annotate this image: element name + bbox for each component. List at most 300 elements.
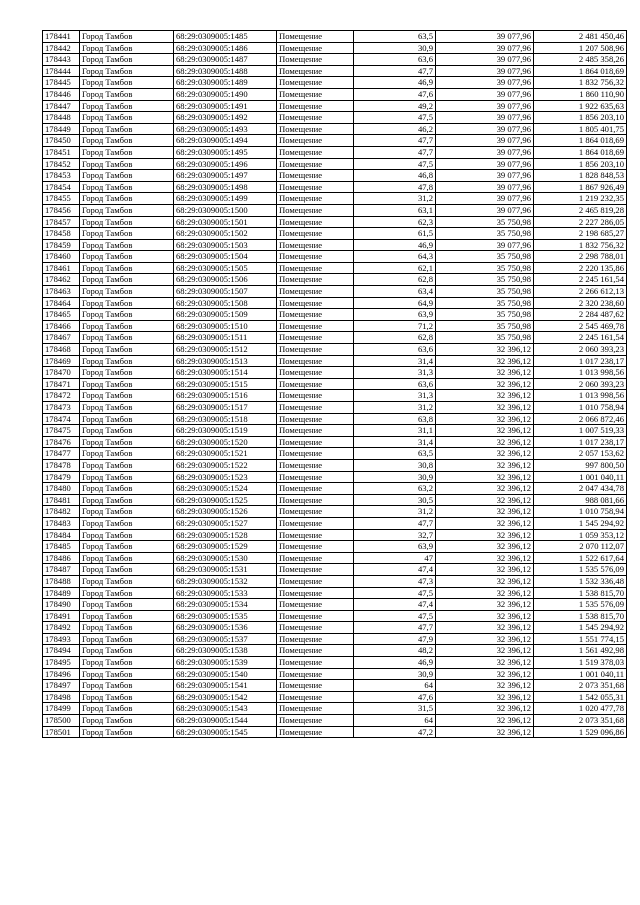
cell-cadastral-number: 68:29:0309005:1517: [174, 402, 277, 414]
cell-row-number: 178476: [43, 436, 80, 448]
cell-unit-value: 32 396,12: [436, 459, 534, 471]
cell-row-number: 178500: [43, 715, 80, 727]
cell-cadastral-number: 68:29:0309005:1520: [174, 436, 277, 448]
cell-object-type: Помещение: [277, 344, 354, 356]
cell-settlement-name: Город Тамбов: [80, 564, 174, 576]
cell-cadastral-value: 1 856 203,10: [534, 158, 627, 170]
cell-object-type: Помещение: [277, 135, 354, 147]
cell-area: 31,2: [354, 402, 436, 414]
cell-row-number: 178493: [43, 633, 80, 645]
cell-cadastral-value: 2 298 788,01: [534, 251, 627, 263]
cell-cadastral-value: 1 538 815,70: [534, 587, 627, 599]
cell-settlement-name: Город Тамбов: [80, 193, 174, 205]
cell-unit-value: 39 077,96: [436, 42, 534, 54]
cell-row-number: 178456: [43, 204, 80, 216]
cell-object-type: Помещение: [277, 529, 354, 541]
cell-cadastral-value: 2 266 612,13: [534, 286, 627, 298]
cell-cadastral-number: 68:29:0309005:1521: [174, 448, 277, 460]
cell-cadastral-value: 988 081,66: [534, 494, 627, 506]
cell-unit-value: 32 396,12: [436, 471, 534, 483]
cell-row-number: 178479: [43, 471, 80, 483]
cell-unit-value: 32 396,12: [436, 633, 534, 645]
cell-cadastral-value: 2 220 135,86: [534, 262, 627, 274]
cell-row-number: 178501: [43, 726, 80, 738]
cell-settlement-name: Город Тамбов: [80, 158, 174, 170]
cell-area: 30,8: [354, 459, 436, 471]
cell-cadastral-value: 1 059 353,12: [534, 529, 627, 541]
cell-settlement-name: Город Тамбов: [80, 448, 174, 460]
cell-unit-value: 39 077,96: [436, 146, 534, 158]
cell-unit-value: 35 750,98: [436, 251, 534, 263]
cell-unit-value: 32 396,12: [436, 413, 534, 425]
table-row: [43, 541, 627, 553]
cell-cadastral-number: 68:29:0309005:1490: [174, 88, 277, 100]
cell-unit-value: 32 396,12: [436, 622, 534, 634]
cell-unit-value: 32 396,12: [436, 703, 534, 715]
cell-object-type: Помещение: [277, 726, 354, 738]
cell-row-number: 178449: [43, 123, 80, 135]
cell-cadastral-number: 68:29:0309005:1497: [174, 170, 277, 182]
cell-unit-value: 32 396,12: [436, 680, 534, 692]
cell-area: 31,3: [354, 367, 436, 379]
cell-area: 46,8: [354, 170, 436, 182]
cell-unit-value: 32 396,12: [436, 668, 534, 680]
cell-cadastral-number: 68:29:0309005:1486: [174, 42, 277, 54]
cell-object-type: Помещение: [277, 633, 354, 645]
cell-area: 47,3: [354, 575, 436, 587]
cell-area: 63,2: [354, 483, 436, 495]
cell-cadastral-number: 68:29:0309005:1495: [174, 146, 277, 158]
cell-row-number: 178467: [43, 332, 80, 344]
cell-settlement-name: Город Тамбов: [80, 309, 174, 321]
cell-unit-value: 39 077,96: [436, 88, 534, 100]
cell-cadastral-value: 1 832 756,32: [534, 77, 627, 89]
cell-row-number: 178470: [43, 367, 80, 379]
cell-area: 63,9: [354, 309, 436, 321]
table-row: [43, 390, 627, 402]
table-row: [43, 332, 627, 344]
table-row: [43, 715, 627, 727]
cell-cadastral-number: 68:29:0309005:1516: [174, 390, 277, 402]
cell-unit-value: 32 396,12: [436, 691, 534, 703]
cell-settlement-name: Город Тамбов: [80, 703, 174, 715]
cell-unit-value: 32 396,12: [436, 564, 534, 576]
cell-cadastral-value: 2 465 819,28: [534, 204, 627, 216]
cell-cadastral-value: 2 057 153,62: [534, 448, 627, 460]
table-row: [43, 657, 627, 669]
cell-object-type: Помещение: [277, 77, 354, 89]
cell-object-type: Помещение: [277, 309, 354, 321]
table-row: [43, 459, 627, 471]
cell-object-type: Помещение: [277, 112, 354, 124]
cell-row-number: 178447: [43, 100, 80, 112]
cell-area: 46,9: [354, 239, 436, 251]
cell-cadastral-value: 1 542 055,31: [534, 691, 627, 703]
cell-area: 47,5: [354, 112, 436, 124]
cell-object-type: Помещение: [277, 123, 354, 135]
cell-unit-value: 39 077,96: [436, 204, 534, 216]
cell-cadastral-number: 68:29:0309005:1543: [174, 703, 277, 715]
cell-area: 31,4: [354, 355, 436, 367]
cell-unit-value: 35 750,98: [436, 262, 534, 274]
table-row: [43, 564, 627, 576]
cell-area: 63,6: [354, 54, 436, 66]
cell-cadastral-value: 1 017 238,17: [534, 436, 627, 448]
table-row: [43, 355, 627, 367]
cell-row-number: 178454: [43, 181, 80, 193]
table-row: [43, 506, 627, 518]
cell-cadastral-number: 68:29:0309005:1522: [174, 459, 277, 471]
cadastral-value-table: [42, 30, 627, 738]
table-row: [43, 65, 627, 77]
cell-row-number: 178450: [43, 135, 80, 147]
cell-cadastral-value: 2 070 112,07: [534, 541, 627, 553]
table-row: [43, 471, 627, 483]
cell-unit-value: 32 396,12: [436, 355, 534, 367]
cell-cadastral-value: 1 561 492,98: [534, 645, 627, 657]
cell-cadastral-number: 68:29:0309005:1532: [174, 575, 277, 587]
cell-row-number: 178485: [43, 541, 80, 553]
cell-settlement-name: Город Тамбов: [80, 715, 174, 727]
cell-area: 47,9: [354, 633, 436, 645]
cell-cadastral-value: 1 532 336,48: [534, 575, 627, 587]
cell-cadastral-value: 1 001 040,11: [534, 668, 627, 680]
cell-object-type: Помещение: [277, 703, 354, 715]
cell-unit-value: 32 396,12: [436, 378, 534, 390]
table-row: [43, 262, 627, 274]
cell-unit-value: 35 750,98: [436, 228, 534, 240]
cell-row-number: 178444: [43, 65, 80, 77]
cell-object-type: Помещение: [277, 575, 354, 587]
cell-area: 49,2: [354, 100, 436, 112]
cell-object-type: Помещение: [277, 262, 354, 274]
cell-object-type: Помещение: [277, 286, 354, 298]
cell-object-type: Помещение: [277, 54, 354, 66]
cell-unit-value: 35 750,98: [436, 332, 534, 344]
cell-object-type: Помещение: [277, 332, 354, 344]
cell-unit-value: 32 396,12: [436, 645, 534, 657]
cell-settlement-name: Город Тамбов: [80, 77, 174, 89]
table-row: [43, 228, 627, 240]
cell-row-number: 178443: [43, 54, 80, 66]
cell-cadastral-number: 68:29:0309005:1505: [174, 262, 277, 274]
cell-area: 63,1: [354, 204, 436, 216]
cell-object-type: Помещение: [277, 146, 354, 158]
table-row: [43, 146, 627, 158]
cell-cadastral-value: 1 522 617,64: [534, 552, 627, 564]
cell-settlement-name: Город Тамбов: [80, 668, 174, 680]
cell-settlement-name: Город Тамбов: [80, 599, 174, 611]
cell-cadastral-number: 68:29:0309005:1539: [174, 657, 277, 669]
cell-cadastral-number: 68:29:0309005:1530: [174, 552, 277, 564]
cell-cadastral-value: 1 860 110,90: [534, 88, 627, 100]
cell-settlement-name: Город Тамбов: [80, 726, 174, 738]
cell-area: 63,5: [354, 31, 436, 43]
cell-object-type: Помещение: [277, 204, 354, 216]
cell-settlement-name: Город Тамбов: [80, 146, 174, 158]
cell-cadastral-number: 68:29:0309005:1538: [174, 645, 277, 657]
cell-object-type: Помещение: [277, 402, 354, 414]
cell-cadastral-number: 68:29:0309005:1502: [174, 228, 277, 240]
cell-settlement-name: Город Тамбов: [80, 88, 174, 100]
cell-settlement-name: Город Тамбов: [80, 31, 174, 43]
cell-area: 46,2: [354, 123, 436, 135]
table-row: [43, 297, 627, 309]
table-row: [43, 680, 627, 692]
cell-object-type: Помещение: [277, 541, 354, 553]
cell-area: 47,6: [354, 691, 436, 703]
cell-object-type: Помещение: [277, 31, 354, 43]
cell-area: 31,4: [354, 436, 436, 448]
cell-unit-value: 35 750,98: [436, 297, 534, 309]
cell-settlement-name: Город Тамбов: [80, 355, 174, 367]
cell-unit-value: 32 396,12: [436, 552, 534, 564]
cell-cadastral-value: 1 832 756,32: [534, 239, 627, 251]
cell-settlement-name: Город Тамбов: [80, 529, 174, 541]
cell-cadastral-number: 68:29:0309005:1494: [174, 135, 277, 147]
cell-cadastral-number: 68:29:0309005:1514: [174, 367, 277, 379]
cell-cadastral-number: 68:29:0309005:1523: [174, 471, 277, 483]
cell-unit-value: 32 396,12: [436, 494, 534, 506]
table-row: [43, 633, 627, 645]
cell-row-number: 178491: [43, 610, 80, 622]
cell-cadastral-value: 1 551 774,15: [534, 633, 627, 645]
cell-area: 32,7: [354, 529, 436, 541]
cell-cadastral-number: 68:29:0309005:1512: [174, 344, 277, 356]
cell-unit-value: 39 077,96: [436, 100, 534, 112]
cell-row-number: 178445: [43, 77, 80, 89]
cell-settlement-name: Город Тамбов: [80, 320, 174, 332]
cell-cadastral-number: 68:29:0309005:1506: [174, 274, 277, 286]
cell-row-number: 178484: [43, 529, 80, 541]
table-row: [43, 135, 627, 147]
cell-cadastral-number: 68:29:0309005:1531: [174, 564, 277, 576]
cell-row-number: 178461: [43, 262, 80, 274]
cell-object-type: Помещение: [277, 610, 354, 622]
cell-object-type: Помещение: [277, 251, 354, 263]
table-row: [43, 309, 627, 321]
cell-row-number: 178441: [43, 31, 80, 43]
cell-cadastral-value: 1 219 232,35: [534, 193, 627, 205]
cell-area: 47,7: [354, 622, 436, 634]
cell-object-type: Помещение: [277, 193, 354, 205]
cell-settlement-name: Город Тамбов: [80, 100, 174, 112]
cell-unit-value: 35 750,98: [436, 309, 534, 321]
table-body: [43, 31, 627, 738]
cell-area: 64: [354, 715, 436, 727]
table-row: [43, 645, 627, 657]
table-row: [43, 703, 627, 715]
cell-row-number: 178490: [43, 599, 80, 611]
cell-cadastral-value: 1 010 758,94: [534, 402, 627, 414]
cell-cadastral-number: 68:29:0309005:1511: [174, 332, 277, 344]
cell-row-number: 178468: [43, 344, 80, 356]
cell-settlement-name: Город Тамбов: [80, 170, 174, 182]
cell-row-number: 178475: [43, 425, 80, 437]
cell-object-type: Помещение: [277, 715, 354, 727]
cell-cadastral-number: 68:29:0309005:1535: [174, 610, 277, 622]
cell-object-type: Помещение: [277, 170, 354, 182]
cell-object-type: Помещение: [277, 459, 354, 471]
cell-area: 30,9: [354, 471, 436, 483]
cell-row-number: 178448: [43, 112, 80, 124]
table-row: [43, 552, 627, 564]
table-row: [43, 378, 627, 390]
cell-area: 63,6: [354, 344, 436, 356]
cell-cadastral-value: 2 060 393,23: [534, 344, 627, 356]
cell-row-number: 178464: [43, 297, 80, 309]
cell-cadastral-value: 1 001 040,11: [534, 471, 627, 483]
cell-cadastral-number: 68:29:0309005:1534: [174, 599, 277, 611]
cell-settlement-name: Город Тамбов: [80, 228, 174, 240]
cell-area: 63,4: [354, 286, 436, 298]
cell-area: 30,9: [354, 42, 436, 54]
table-row: [43, 367, 627, 379]
cell-unit-value: 39 077,96: [436, 54, 534, 66]
cell-cadastral-number: 68:29:0309005:1510: [174, 320, 277, 332]
table-row: [43, 436, 627, 448]
cell-cadastral-value: 2 245 161,54: [534, 332, 627, 344]
cell-cadastral-number: 68:29:0309005:1500: [174, 204, 277, 216]
cell-unit-value: 32 396,12: [436, 715, 534, 727]
cell-area: 47,5: [354, 610, 436, 622]
cell-area: 46,9: [354, 657, 436, 669]
cell-cadastral-value: 1 864 018,69: [534, 135, 627, 147]
cell-object-type: Помещение: [277, 425, 354, 437]
cell-row-number: 178451: [43, 146, 80, 158]
cell-area: 47,4: [354, 599, 436, 611]
cell-row-number: 178458: [43, 228, 80, 240]
cell-settlement-name: Город Тамбов: [80, 297, 174, 309]
cell-unit-value: 32 396,12: [436, 726, 534, 738]
cell-cadastral-value: 1 545 294,92: [534, 517, 627, 529]
cell-cadastral-number: 68:29:0309005:1524: [174, 483, 277, 495]
cell-settlement-name: Город Тамбов: [80, 436, 174, 448]
cell-cadastral-number: 68:29:0309005:1542: [174, 691, 277, 703]
table-row: [43, 170, 627, 182]
cell-cadastral-number: 68:29:0309005:1537: [174, 633, 277, 645]
cell-cadastral-value: 1 828 848,53: [534, 170, 627, 182]
cell-area: 47,4: [354, 564, 436, 576]
cell-object-type: Помещение: [277, 691, 354, 703]
table-row: [43, 622, 627, 634]
table-row: [43, 88, 627, 100]
cell-cadastral-value: 997 800,50: [534, 459, 627, 471]
cell-cadastral-value: 2 073 351,68: [534, 680, 627, 692]
cell-cadastral-number: 68:29:0309005:1518: [174, 413, 277, 425]
cell-unit-value: 39 077,96: [436, 65, 534, 77]
cell-area: 63,5: [354, 448, 436, 460]
cell-unit-value: 32 396,12: [436, 506, 534, 518]
cell-cadastral-value: 2 245 161,54: [534, 274, 627, 286]
table-row: [43, 181, 627, 193]
table-row: [43, 448, 627, 460]
table-row: [43, 726, 627, 738]
cell-area: 47,7: [354, 146, 436, 158]
cell-settlement-name: Город Тамбов: [80, 483, 174, 495]
cell-row-number: 178482: [43, 506, 80, 518]
cell-row-number: 178457: [43, 216, 80, 228]
table-row: [43, 575, 627, 587]
cell-object-type: Помещение: [277, 668, 354, 680]
cell-settlement-name: Город Тамбов: [80, 506, 174, 518]
cell-object-type: Помещение: [277, 367, 354, 379]
cell-row-number: 178499: [43, 703, 80, 715]
cell-object-type: Помещение: [277, 413, 354, 425]
cell-cadastral-number: 68:29:0309005:1503: [174, 239, 277, 251]
cell-cadastral-value: 1 856 203,10: [534, 112, 627, 124]
cell-row-number: 178477: [43, 448, 80, 460]
cell-area: 47,8: [354, 181, 436, 193]
cell-object-type: Помещение: [277, 274, 354, 286]
cell-unit-value: 32 396,12: [436, 390, 534, 402]
cell-cadastral-number: 68:29:0309005:1504: [174, 251, 277, 263]
cell-area: 62,1: [354, 262, 436, 274]
cell-object-type: Помещение: [277, 564, 354, 576]
cell-row-number: 178492: [43, 622, 80, 634]
cell-area: 30,5: [354, 494, 436, 506]
cell-unit-value: 39 077,96: [436, 123, 534, 135]
table-row: [43, 320, 627, 332]
cell-row-number: 178473: [43, 402, 80, 414]
cell-unit-value: 39 077,96: [436, 193, 534, 205]
cell-cadastral-value: 1 867 926,49: [534, 181, 627, 193]
cell-object-type: Помещение: [277, 320, 354, 332]
cell-row-number: 178460: [43, 251, 80, 263]
cell-unit-value: 35 750,98: [436, 320, 534, 332]
cell-cadastral-value: 2 284 487,62: [534, 309, 627, 321]
cell-unit-value: 32 396,12: [436, 587, 534, 599]
cell-cadastral-number: 68:29:0309005:1499: [174, 193, 277, 205]
table-row: [43, 587, 627, 599]
cell-settlement-name: Город Тамбов: [80, 344, 174, 356]
table-row: [43, 216, 627, 228]
cell-area: 31,2: [354, 193, 436, 205]
cell-settlement-name: Город Тамбов: [80, 610, 174, 622]
cell-object-type: Помещение: [277, 181, 354, 193]
cell-settlement-name: Город Тамбов: [80, 645, 174, 657]
cell-object-type: Помещение: [277, 42, 354, 54]
cell-row-number: 178486: [43, 552, 80, 564]
cell-cadastral-number: 68:29:0309005:1527: [174, 517, 277, 529]
cell-row-number: 178480: [43, 483, 80, 495]
table-row: [43, 193, 627, 205]
cell-settlement-name: Город Тамбов: [80, 262, 174, 274]
cell-object-type: Помещение: [277, 100, 354, 112]
cell-object-type: Помещение: [277, 517, 354, 529]
cell-unit-value: 32 396,12: [436, 448, 534, 460]
cell-area: 71,2: [354, 320, 436, 332]
table-row: [43, 112, 627, 124]
cell-area: 30,9: [354, 668, 436, 680]
cell-settlement-name: Город Тамбов: [80, 332, 174, 344]
cell-unit-value: 39 077,96: [436, 181, 534, 193]
cell-cadastral-value: 2 060 393,23: [534, 378, 627, 390]
cell-unit-value: 39 077,96: [436, 239, 534, 251]
cell-area: 63,8: [354, 413, 436, 425]
cell-unit-value: 32 396,12: [436, 599, 534, 611]
cell-cadastral-number: 68:29:0309005:1515: [174, 378, 277, 390]
cell-cadastral-value: 1 922 635,63: [534, 100, 627, 112]
cell-settlement-name: Город Тамбов: [80, 239, 174, 251]
table-row: [43, 123, 627, 135]
table-row: [43, 668, 627, 680]
cell-cadastral-number: 68:29:0309005:1529: [174, 541, 277, 553]
cell-area: 47,2: [354, 726, 436, 738]
table-row: [43, 54, 627, 66]
cell-row-number: 178495: [43, 657, 80, 669]
cell-settlement-name: Город Тамбов: [80, 54, 174, 66]
